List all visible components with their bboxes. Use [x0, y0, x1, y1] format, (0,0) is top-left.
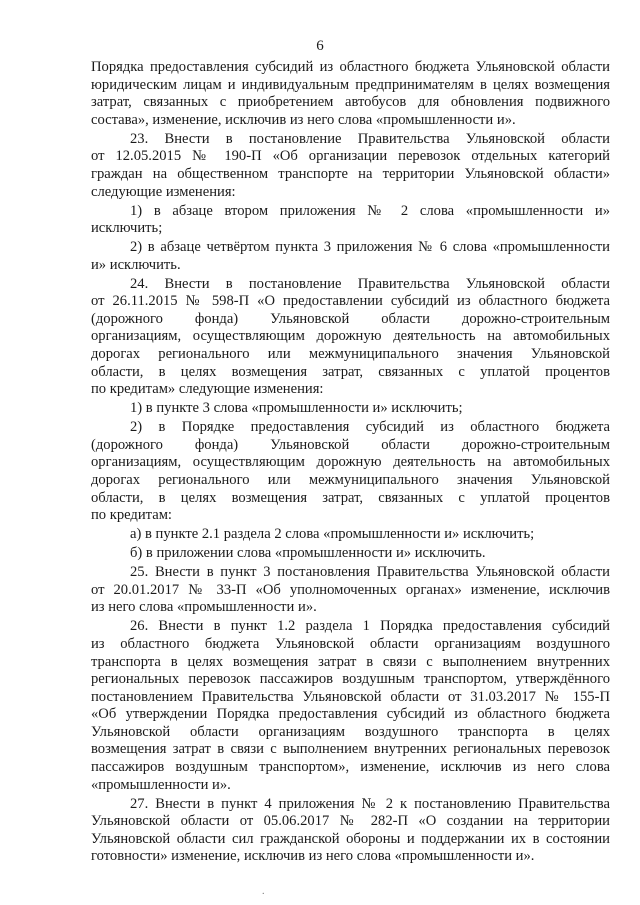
- text-line: граждан на общественном транспорте на территории Ульяновской области»: [91, 165, 610, 182]
- text-line: Ульяновской области от 05.06.2017 № 282-П «О создании на территории: [91, 813, 610, 830]
- text-line: организациям, осуществляющим дорожную деятельность на автомобильных: [91, 454, 610, 471]
- text-line: и» исключить.: [91, 256, 181, 273]
- text-line: возмещения затрат в связи с выполнением внутренних региональных перевозок: [91, 741, 610, 758]
- subitem-line: 1) в абзаце втором приложения № 2 слова «промышленности и»: [130, 202, 610, 219]
- text-line: области, в целях возмещения затрат, связанных с уплатой процентов: [91, 489, 610, 506]
- text-line: (дорожного фонда) Ульяновской области дорожно-строительным: [91, 310, 610, 327]
- item-27-line: 27. Внести в пункт 4 приложения № 2 к постановлению Правительства: [130, 795, 610, 812]
- text-line: организациям, осуществляющим дорожную деятельность на автомобильных: [91, 328, 610, 345]
- text-line: транспорта в целях возмещения затрат в связи с выполнением внутренних: [91, 653, 610, 670]
- scan-mark: .: [262, 886, 265, 897]
- text-line: Порядка предоставления субсидий из областного бюджета Ульяновской области: [91, 59, 610, 75]
- text-line: юридическим лицам и индивидуальным предпринимателям в целях возмещения: [91, 76, 610, 93]
- text-line: пассажиров воздушным транспортом», изменение, исключив из него слова: [91, 759, 610, 776]
- text-line: состава», изменение, исключив из него слова «промышленности и».: [91, 111, 516, 128]
- item-26-line: 26. Внести в пункт 1.2 раздела 1 Порядка предоставления субсидий: [130, 618, 610, 635]
- text-line: от 12.05.2015 № 190-П «Об организации перевозок отдельных категорий: [91, 148, 610, 165]
- subitem-line: 2) в Порядке предоставления субсидий из областного бюджета: [130, 419, 610, 436]
- text-line: по кредитам» следующие изменения:: [91, 381, 324, 398]
- subitem-line: 2) в абзаце четвёртом пункта 3 приложения № 6 слова «промышленности: [130, 239, 610, 256]
- text-line: затрат, связанных с приобретением автобусов для обновления подвижного: [91, 94, 610, 111]
- text-line: дорогах регионального или межмуниципального значения Ульяновской: [91, 472, 610, 488]
- text-line: Ульяновской области организациям воздушного транспорта в целях: [91, 723, 610, 740]
- subitem-line: 1) в пункте 3 слова «промышленности и» исключить;: [130, 400, 463, 417]
- text-line: по кредитам:: [91, 507, 172, 524]
- item-25-line: 25. Внести в пункт 3 постановления Правительства Ульяновской области: [130, 564, 610, 581]
- item-23-line: 23. Внести в постановление Правительства Ульяновской области: [130, 130, 610, 147]
- text-line: от 20.01.2017 № 33-П «Об уполномоченных органах» изменение, исключив: [91, 581, 610, 598]
- subitem-line: а) в пункте 2.1 раздела 2 слова «промышленности и» исключить;: [130, 526, 535, 543]
- text-line: из него слова «промышленности и».: [91, 599, 317, 616]
- text-line: из областного бюджета Ульяновской области организациям воздушного: [91, 635, 610, 652]
- text-line: (дорожного фонда) Ульяновской области дорожно-строительным: [91, 436, 610, 453]
- text-line: Ульяновской области сил гражданской обороны и поддержании их в состоянии: [91, 830, 610, 847]
- text-line: следующие изменения:: [91, 183, 236, 200]
- text-line: региональных перевозок пассажиров воздушным транспортом, утверждённого: [91, 671, 610, 688]
- text-line: готовности» изменение, исключив из него слова «промышленности и».: [91, 848, 535, 865]
- text-line: области, в целях возмещения затрат, связанных с уплатой процентов: [91, 363, 610, 380]
- text-line: постановлением Правительства Ульяновской области от 31.03.2017 № 155-П: [91, 688, 610, 705]
- text-line: «Об утверждении Порядка предоставления субсидий из областного бюджета: [91, 706, 610, 723]
- document-body: [91, 59, 610, 866]
- subitem-line: б) в приложении слова «промышленности и» исключить.: [130, 545, 486, 562]
- text-line: дорогах регионального или межмуниципального значения Ульяновской: [91, 346, 610, 363]
- text-line: исключить;: [91, 220, 163, 237]
- page-number: 6: [316, 38, 324, 54]
- item-24-line: 24. Внести в постановление Правительства Ульяновской области: [130, 275, 610, 292]
- text-line: «промышленности и».: [91, 776, 231, 793]
- text-line: от 26.11.2015 № 598-П «О предоставлении субсидий из областного бюджета: [91, 293, 610, 310]
